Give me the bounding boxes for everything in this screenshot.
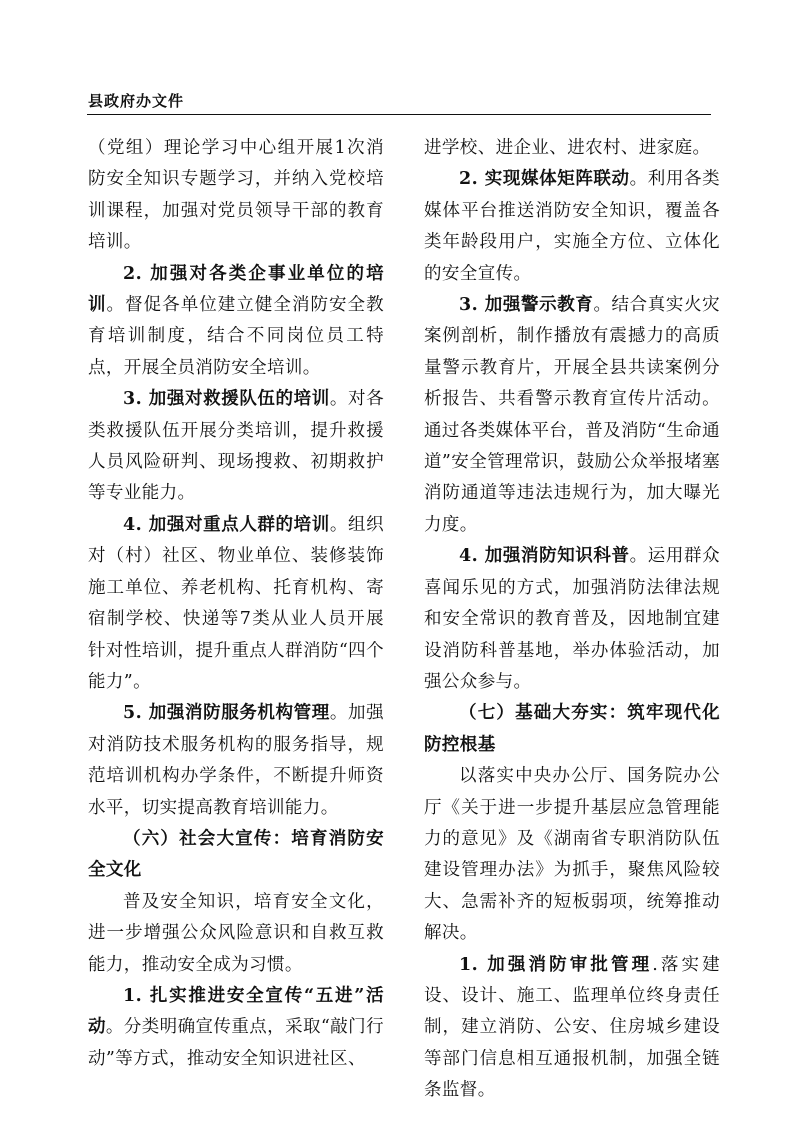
right-column [424, 133, 720, 1107]
item-heading: 1. 扎实推进安全宣传“五进”活动 [88, 985, 384, 1038]
paragraph [88, 133, 384, 259]
item-heading: 3. 加强对救援队伍的培训 [123, 389, 330, 410]
item-body: 。分类明确宣传重点，采取“敲门行动”等方式，推动安全知识进社区、 [88, 1017, 384, 1069]
paragraph [88, 698, 384, 824]
item-body: .落实建设、设计、施工、监理单位终身责任制，建立消防、公安、住房城乡建设等部门信息相互通报机制，加强全链条监督。 [424, 954, 720, 1101]
paragraph [88, 981, 384, 1075]
paragraph [424, 950, 720, 1107]
item-body: 。组织对（村）社区、物业单位、装修装饰施工单位、养老机构、托育机构、寄宿制学校、快递等7类从业人员开展针对性培训，提升重点人群消防“四个能力”。 [88, 514, 384, 692]
item-heading: 4. 加强对重点人群的培训 [123, 514, 330, 535]
item-body: 。利用各类媒体平台推送消防安全知识，覆盖各类年龄段用户，实施全方位、立体化的安全宣传。 [424, 169, 720, 284]
item-heading: 3. 加强警示教育 [459, 295, 594, 316]
section-heading: （七）基础大夯实：筑牢现代化防控根基 [424, 703, 720, 755]
paragraph: 以落实中央办公厅、国务院办公厅《关于进一步提升基层应急管理能力的意见》及《湖南省专职消防队伍建设管理办法》为抓手，聚焦风险较大、急需补齐的短板弱项，统筹推动解决。 [424, 766, 720, 944]
left-column [88, 133, 384, 1075]
paragraph-text: （党组）理论学习中心组开展1次消防安全知识专题学习，并纳入党校培训课程，加强对党员领导干部的教育培训。 [88, 138, 384, 253]
paragraph [88, 384, 384, 510]
header-divider [87, 114, 711, 115]
paragraph [88, 259, 384, 385]
document-header: 县政府办文件 [88, 92, 185, 110]
item-heading: 2. 实现媒体矩阵联动 [459, 169, 630, 190]
item-body: 。结合真实火灾案例剖析，制作播放有震撼力的高质量警示教育片，开展全县共读案例分析报告、共看警示教育宣传片活动。通过各类媒体平台，普及消防“生命通道”安全管理常识，鼓励公众举报堵塞消防通道等违法违规行为，加大曝光力度。 [424, 295, 720, 535]
section-heading: （六）社会大宣传：培育消防安全文化 [88, 828, 384, 881]
item-heading: 2. 加强对各类企事业单位的培训 [88, 263, 384, 316]
item-heading: 5. 加强消防服务机构管理 [123, 703, 330, 724]
item-heading: 1. 加强消防审批管理 [459, 954, 653, 975]
item-body: 。加强对消防技术服务机构的服务指导，规范培训机构办学条件，不断提升师资水平，切实提高教育培训能力。 [88, 703, 384, 818]
item-body: 。督促各单位建立健全消防安全教育培训制度，结合不同岗位员工特点，开展全员消防安全培训。 [88, 295, 384, 378]
paragraph [424, 290, 720, 541]
paragraph [424, 541, 720, 698]
paragraph [88, 510, 384, 698]
paragraph: 进学校、进企业、进农村、进家庭。 [424, 138, 711, 158]
item-heading: 4. 加强消防知识科普 [459, 546, 630, 567]
item-body: 。运用群众喜闻乐见的方式，加强消防法律法规和安全常识的教育普及，因地制宜建设消防科普基地，举办体验活动，加强公众参与。 [424, 546, 720, 692]
item-body: 。对各类救援队伍开展分类培训，提升救援人员风险研判、现场搜救、初期救护等专业能力。 [88, 389, 384, 504]
paragraph [424, 164, 720, 290]
paragraph: 普及安全知识，培育安全文化，进一步增强公众风险意识和自救互救能力，推动安全成为习惯。 [88, 891, 384, 975]
